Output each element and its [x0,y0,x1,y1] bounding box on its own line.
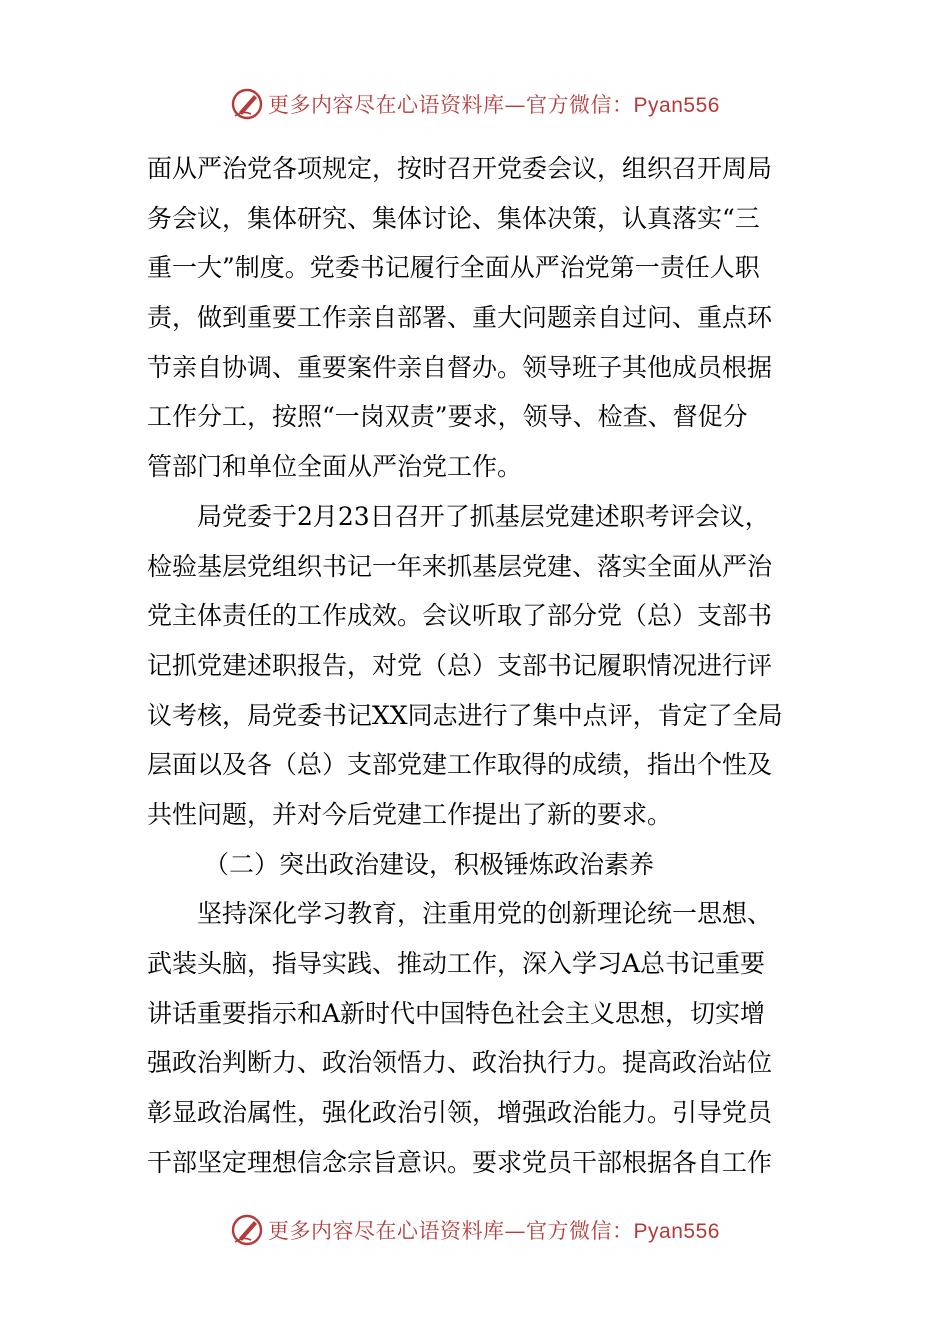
watermark-prefix: 更多内容尽在心语资料库—官方微信： [268,1219,634,1243]
pen-logo-icon [230,1213,264,1247]
text-line: 记抓党建述职报告，对党（总）支部书记履职情况进行评 [147,650,773,680]
text-line: 检验基层党组织书记一年来抓基层党建、落实全面从严治 [147,551,773,581]
text-line: 讲话重要指示和A新时代中国特色社会主义思想，切实增 [147,998,766,1028]
text-line: 工作分工，按照“一岗双责”要求，领导、检查、督促分 [147,402,748,432]
text-line: 层面以及各（总）支部党建工作取得的成绩，指出个性及 [147,750,773,780]
text-line: 议考核，局党委书记XX同志进行了集中点评，肯定了全局 [147,700,783,730]
footer-watermark [0,1210,950,1250]
text-line: 务会议，集体研究、集体讨论、集体决策，认真落实“三 [147,203,760,233]
text-line: 武装头脑，指导实践、推动工作，深入学习A总书记重要 [147,949,766,978]
text-line: 坚持深化学习教育，注重用党的创新理论统一思想、 [197,899,773,929]
watermark-handle: Pyan556 [633,1220,720,1243]
watermark-handle: Pyan556 [633,94,720,117]
text-line: 党主体责任的工作成效。会议听取了部分党（总）支部书 [147,601,773,631]
section-heading: （二）突出政治建设，积极锤炼政治素养 [204,849,655,879]
text-line: 节亲自协调、重要案件亲自督办。领导班子其他成员根据 [147,352,773,382]
text-line: 局党委于2月23日召开了抓基层党建述职考评会议， [197,501,770,531]
document-body [147,144,807,1187]
text-line: 干部坚定理想信念宗旨意识。要求党员干部根据各自工作 [147,1147,773,1177]
watermark-prefix: 更多内容尽在心语资料库—官方微信： [268,93,634,117]
text-line: 管部门和单位全面从严治党工作。 [147,452,523,482]
text-line: 面从严治党各项规定，按时召开党委会议，组织召开周局 [147,154,773,183]
header-watermark [0,84,950,124]
text-line: 责，做到重要工作亲自部署、重大问题亲自过问、重点环 [147,303,773,333]
text-line: 强政治判断力、政治领悟力、政治执行力。提高政治站位 [147,1048,773,1078]
text-line: 彰显政治属性，强化政治引领，增强政治能力。引导党员 [147,1098,773,1128]
text-line: 共性问题，并对今后党建工作提出了新的要求。 [147,799,673,829]
text-line: 重一大”制度。党委书记履行全面从严治党第一责任人职 [147,253,760,283]
pen-logo-icon [230,87,264,121]
